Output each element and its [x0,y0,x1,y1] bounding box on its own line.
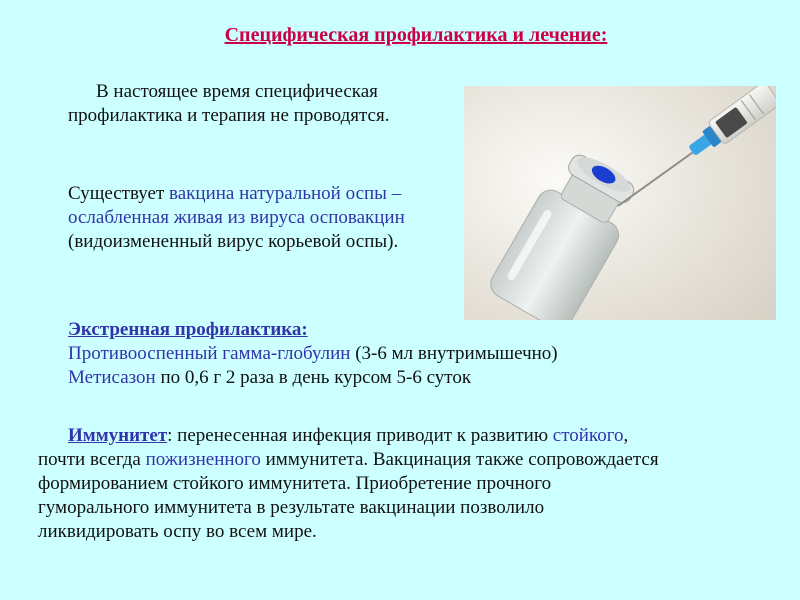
section-heading: Экстренная профилактика: [68,319,308,340]
paragraph-immunity [38,424,778,544]
paragraph-line: В настоящее время специфическая [96,81,378,102]
text-span: Существует [68,183,170,204]
text-span: иммунитета. Вакцинация также сопровождается [260,449,659,470]
text-span: (видоизмененный вирус корьевой оспы). [68,231,399,252]
paragraph-emergency-prophylaxis [68,318,768,390]
paragraph-vaccine [68,182,468,254]
vaccine-photo [464,86,776,320]
vaccine-term: вакцина натуральной оспы – [169,183,402,204]
paragraph-line: профилактика и терапия не проводятся. [68,105,390,126]
slide-title: Специфическая профилактика и лечение: [224,24,608,46]
text-span: гуморального иммунитета в результате вакцинации позволило [38,497,545,518]
vaccine-term-continued: ослабленная живая из вируса осповакцин [68,207,405,228]
highlight-term: стойкого [552,425,624,446]
text-span: , [623,425,629,446]
text-span: ликвидировать оспу во всем мире. [38,521,317,542]
text-span: почти всегда [38,449,146,470]
paragraph-no-specific-therapy [68,80,468,128]
vial-syringe-illustration [464,86,776,320]
drug-dose: по 0,6 г 2 раза в день курсом 5-6 суток [155,367,472,388]
section-heading: Иммунитет [68,425,168,446]
drug-name: Метисазон [68,367,156,388]
highlight-term: пожизненного [145,449,261,470]
drug-dose: (3-6 мл внутримышечно) [350,343,558,364]
text-span: формированием стойкого иммунитета. Приобретение прочного [38,473,552,494]
drug-name: Противооспенный гамма-глобулин [68,343,351,364]
text-span: : перенесенная инфекция приводит к развитию [167,425,553,446]
